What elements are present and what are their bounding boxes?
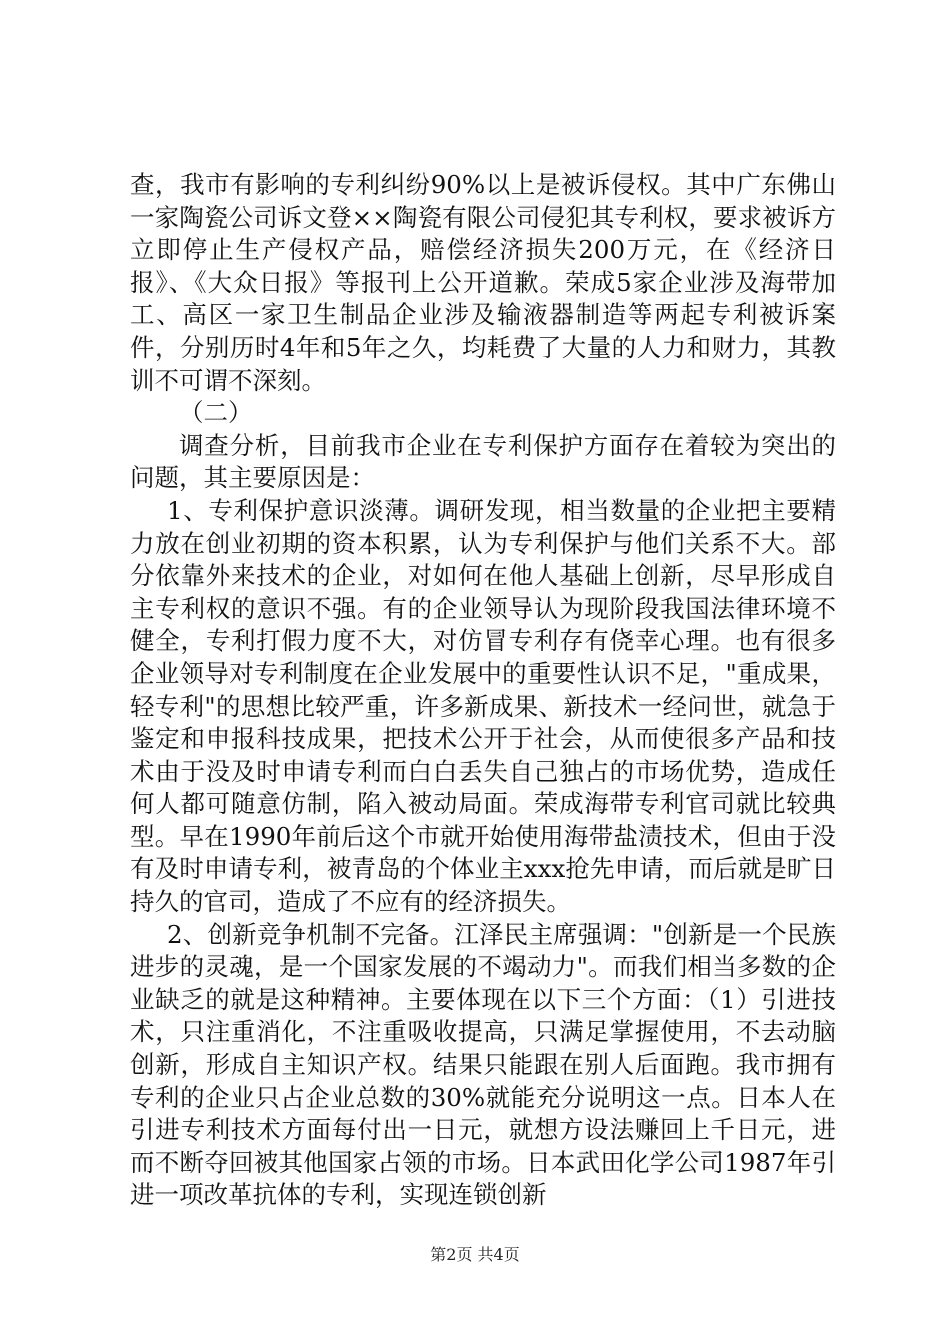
paragraph-continuation: 查，我市有影响的专利纠纷90%以上是被诉侵权。其中广东佛山一家陶瓷公司诉文登××陶瓷有限公司侵犯其专利权，要求被诉方立即停止生产侵权产品，赔偿经济损失200万元，在《经济日报》、《大众日报》等报刊上公开道歉。荣成5家企业涉及海带加工、高区一家卫生制品企业涉及输液器制造等两起专利被诉案件，分别历时4年和5年之久，均耗费了大量的人力和财力，其教训不可谓不深刻。 bbox=[130, 170, 836, 395]
paragraph-intro: 调查分析，目前我市企业在专利保护方面存在着较为突出的问题，其主要原因是： bbox=[130, 430, 836, 493]
paragraph-point-1: 1、专利保护意识淡薄。调研发现，相当数量的企业把主要精力放在创业初期的资本积累，认为专利保护与他们关系不大。部分依靠外来技术的企业，对如何在他人基础上创新，尽早形成自主专利权的意识不强。有的企业领导认为现阶段我国法律环境不健全，专利打假力度不大，对仿冒专利存有侥幸心理。也有很多企业领导对专利制度在企业发展中的重要性认识不足，"重成果，轻专利"的思想比较严重，许多新成果、新技术一经问世，就急于鉴定和申报科技成果，把技术公开于社会，从而使很多产品和技术由于没及时申请专利而白白丢失自己独占的市场优势，造成任何人都可随意仿制，陷入被动局面。荣成海带专利官司就比较典型。早在1990年前后这个市就开始使用海带盐渍技术，但由于没有及时申请专利，被青岛的个体业主xxx抢先申请，而后就是旷日持久的官司，造成了不应有的经济损失。 bbox=[130, 495, 836, 917]
document-body bbox=[130, 169, 836, 1212]
page-number-footer: 第2页 共4页 bbox=[430, 1245, 520, 1264]
section-heading: （二） bbox=[179, 398, 253, 428]
paragraph-point-2: 2、创新竞争机制不完备。江泽民主席强调："创新是一个民族进步的灵魂，是一个国家发展的不竭动力"。而我们相当多数的企业缺乏的就是这种精神。主要体现在以下三个方面：（1）引进技术，只注重消化，不注重吸收提高，只满足掌握使用，不去动脑创新，形成自主知识产权。结果只能跟在别人后面跑。我市拥有专利的企业只占企业总数的30%就能充分说明这一点。日本人在引进专利技术方面每付出一日元，就想方设法赚回上千日元，进而不断夺回被其他国家占领的市场。日本武田化学公司1987年引进一项改革抗体的专利，实现连锁创新 bbox=[130, 919, 836, 1210]
